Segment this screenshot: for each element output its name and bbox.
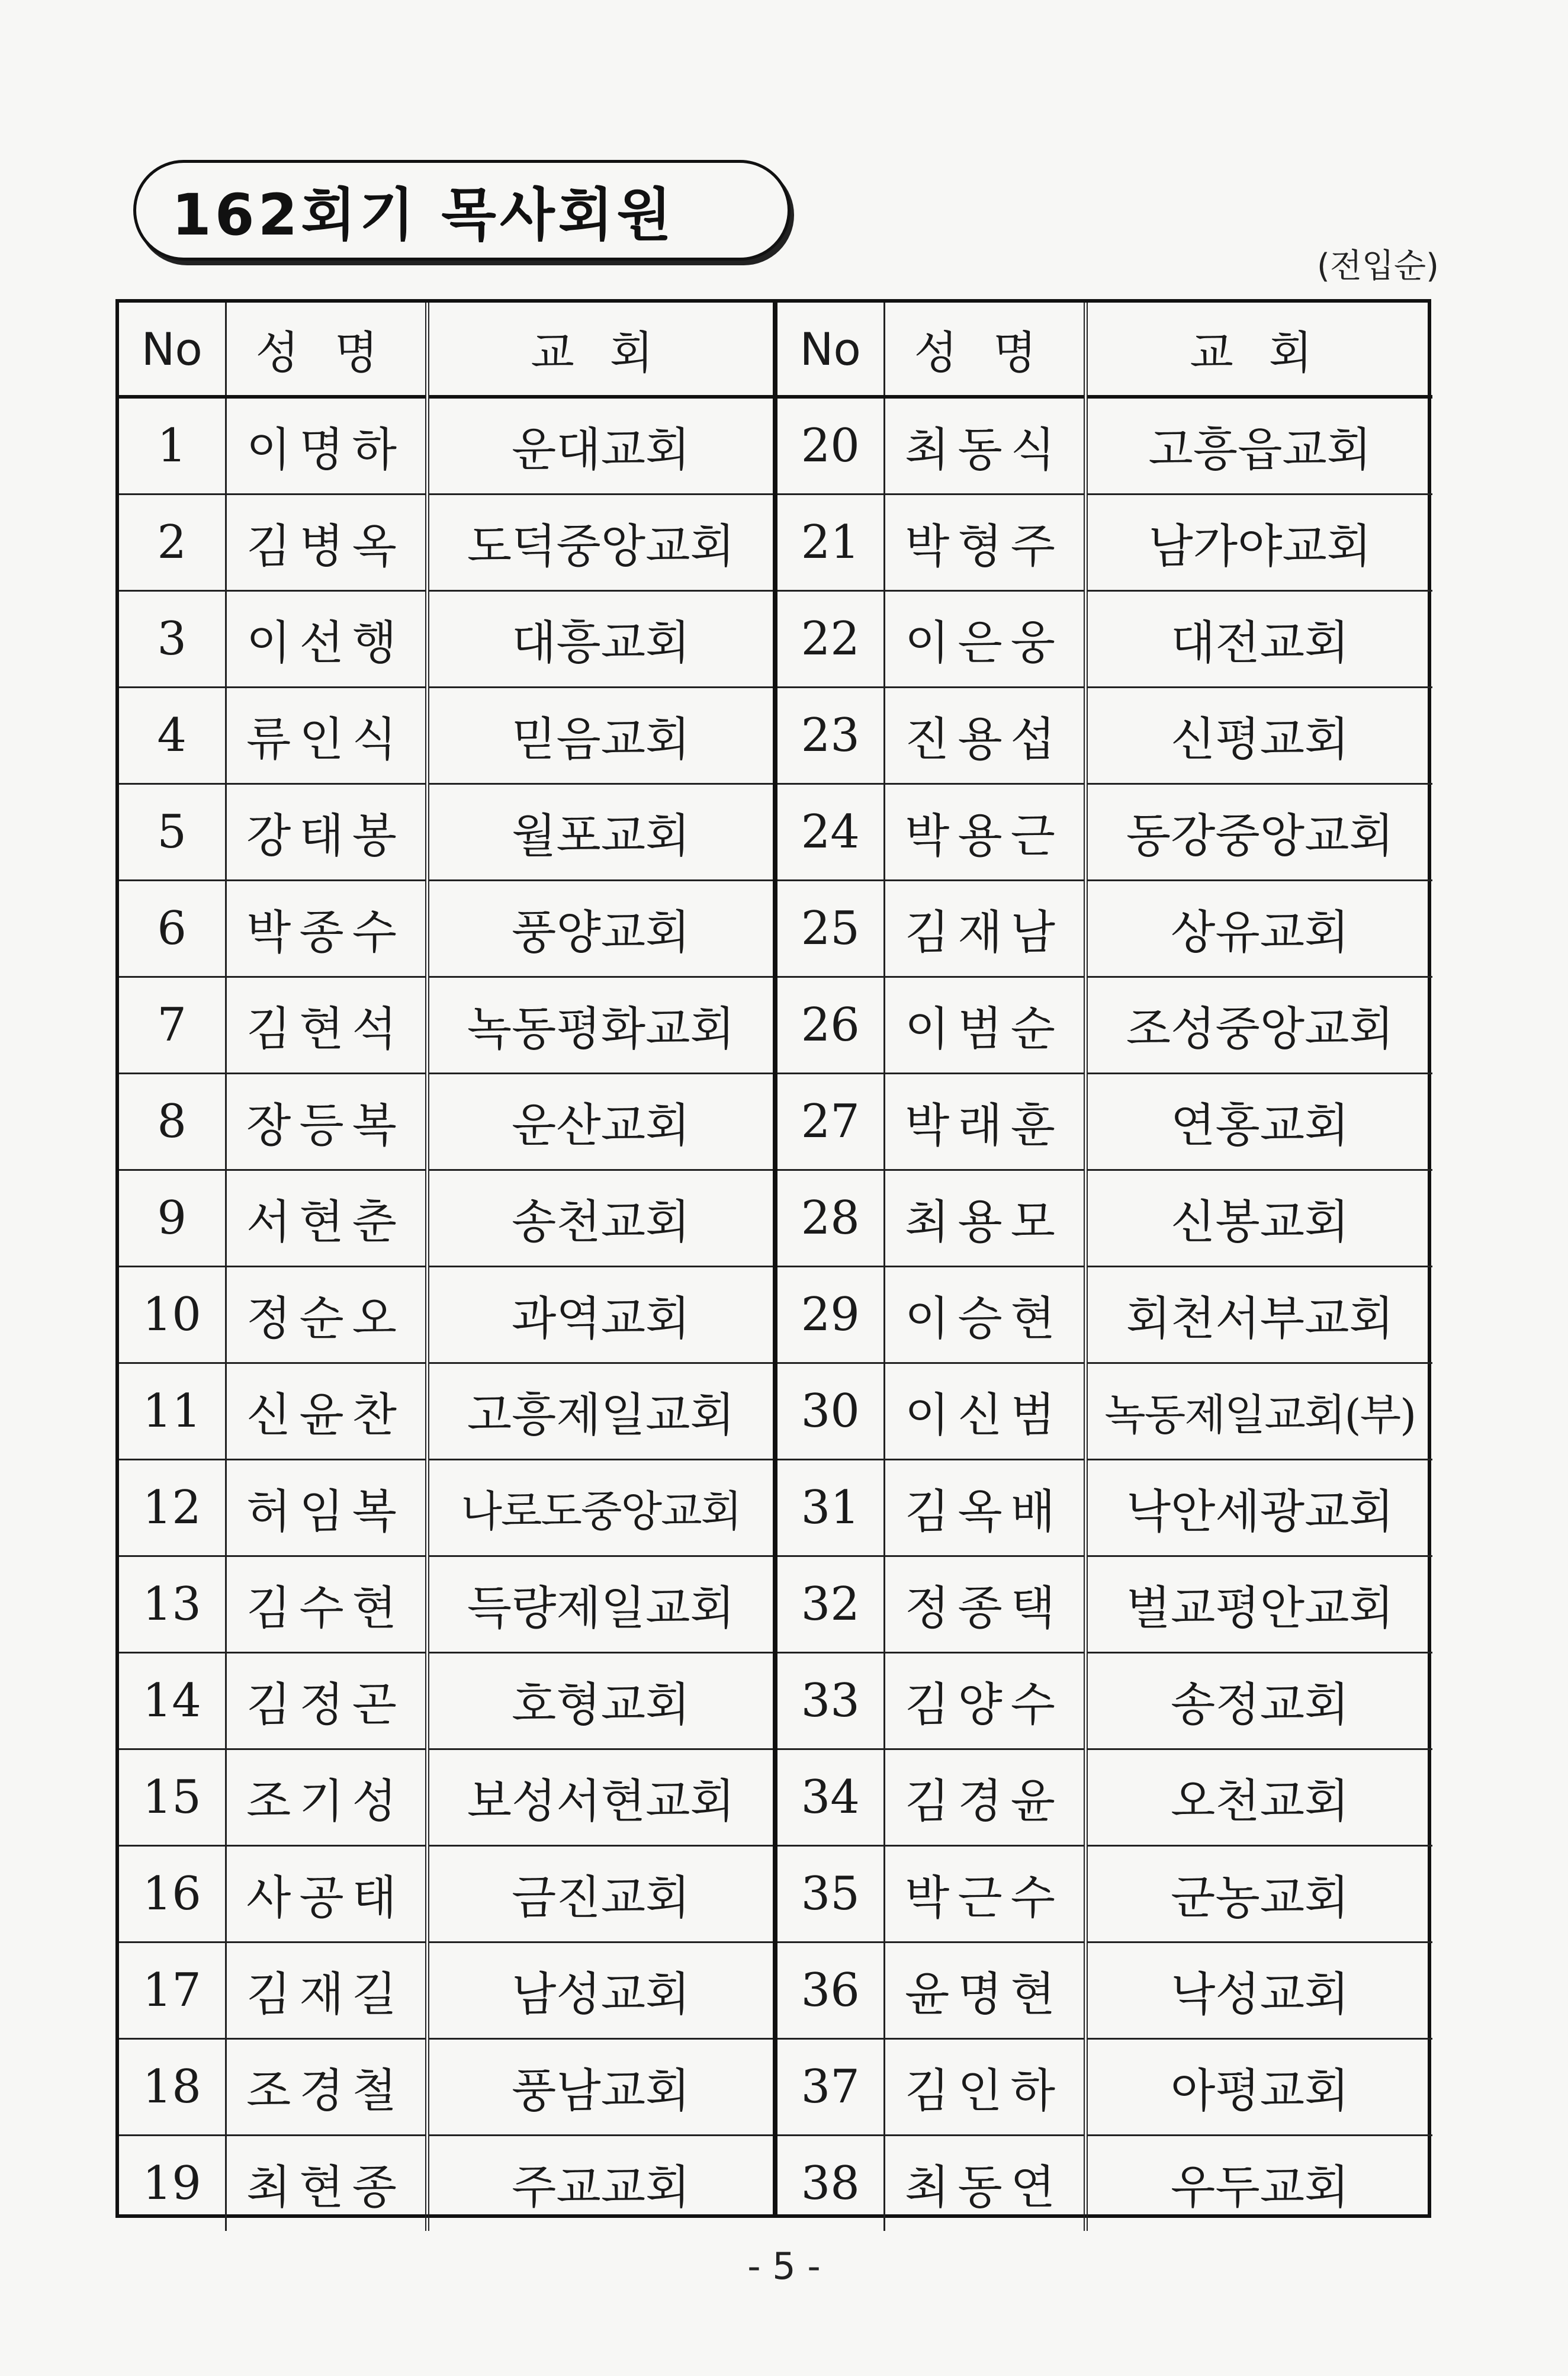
member-church: 낙성교회 <box>1085 1942 1432 2039</box>
member-name: 김옥배 <box>884 1460 1085 1556</box>
table-row <box>119 1074 773 1170</box>
table-row <box>777 397 1432 495</box>
member-name: 이선행 <box>226 591 427 688</box>
member-no: 22 <box>777 591 884 688</box>
member-no: 17 <box>119 1942 226 2039</box>
member-no: 19 <box>119 2136 226 2231</box>
table-row <box>119 1942 773 2039</box>
member-name: 박용근 <box>884 784 1085 881</box>
order-note: (전입순) <box>1317 247 1439 285</box>
member-church: 우두교회 <box>1171 2161 1349 2214</box>
member-no: 35 <box>777 1846 884 1942</box>
member-church: 도덕중앙교회 <box>427 495 773 591</box>
member-name: 강태봉 <box>226 784 427 881</box>
member-church: 남가야교회 <box>1085 495 1432 591</box>
header-no: No <box>777 303 884 397</box>
table-row <box>119 881 773 977</box>
member-church: 월포교회 <box>427 784 773 881</box>
member-no: 7 <box>119 977 226 1074</box>
member-church: 벌교평안교회 <box>1085 1556 1432 1653</box>
table-row <box>777 2039 1432 2136</box>
member-name: 조경철 <box>226 2039 427 2136</box>
member-no: 12 <box>119 1460 226 1556</box>
member-church: 녹동제일교회(부) <box>1085 1363 1432 1460</box>
member-name: 이은웅 <box>884 591 1085 688</box>
member-no: 2 <box>119 495 226 591</box>
member-church: 상유교회 <box>1085 881 1432 977</box>
member-name: 김현석 <box>226 977 427 1074</box>
member-church: 신평교회 <box>1085 688 1432 784</box>
member-no: 30 <box>777 1363 884 1460</box>
header-name: 성명 <box>226 303 427 397</box>
member-no: 6 <box>119 881 226 977</box>
member-name: 정종택 <box>884 1556 1085 1653</box>
member-name: 조기성 <box>226 1749 427 1846</box>
table-row <box>777 1363 1432 1460</box>
member-name: 사공태 <box>226 1846 427 1942</box>
member-name: 박종수 <box>226 881 427 977</box>
member-name: 최동연 <box>884 2136 1085 2231</box>
member-name: 최동식 <box>884 397 1085 495</box>
member-table-left <box>119 303 773 2231</box>
member-name: 김병옥 <box>226 495 427 591</box>
table-row <box>119 1363 773 1460</box>
table-row <box>119 495 773 591</box>
member-church: 호형교회 <box>427 1653 773 1749</box>
member-no: 24 <box>777 784 884 881</box>
member-church: 연홍교회 <box>1085 1074 1432 1170</box>
table-row <box>777 591 1432 688</box>
member-name: 김인하 <box>884 2039 1085 2136</box>
member-no: 18 <box>119 2039 226 2136</box>
member-church: 주교교회 <box>512 2161 690 2214</box>
header-no: No <box>119 303 226 397</box>
member-no: 13 <box>119 1556 226 1653</box>
table-row <box>119 688 773 784</box>
member-no: 16 <box>119 1846 226 1942</box>
member-no: 10 <box>119 1267 226 1363</box>
member-no: 3 <box>119 591 226 688</box>
member-church: 송천교회 <box>427 1170 773 1267</box>
member-name: 정순오 <box>226 1267 427 1363</box>
member-no: 4 <box>119 688 226 784</box>
table-row <box>119 784 773 881</box>
table-row <box>777 1460 1432 1556</box>
member-church: 금진교회 <box>427 1846 773 1942</box>
table-row <box>777 1653 1432 1749</box>
page-number: - 5 - <box>747 2245 821 2288</box>
member-no: 36 <box>777 1942 884 2039</box>
member-name: 김정곤 <box>226 1653 427 1749</box>
member-church: 조성중앙교회 <box>1085 977 1432 1074</box>
member-name: 박형주 <box>884 495 1085 591</box>
member-no: 38 <box>777 2136 884 2231</box>
member-no: 23 <box>777 688 884 784</box>
header-name: 성명 <box>884 303 1085 397</box>
member-table-right <box>777 303 1432 2231</box>
table-row <box>777 1556 1432 1653</box>
table-header-row <box>119 303 773 397</box>
member-table <box>115 299 1431 2218</box>
table-row <box>777 1749 1432 1846</box>
table-row <box>119 1556 773 1653</box>
member-no: 9 <box>119 1170 226 1267</box>
member-church: 고흥제일교회 <box>427 1363 773 1460</box>
member-church: 회천서부교회 <box>1085 1267 1432 1363</box>
header-church: 교회 <box>427 303 773 397</box>
table-row <box>777 977 1432 1074</box>
member-church: 과역교회 <box>427 1267 773 1363</box>
member-name: 최현종 <box>226 2136 427 2231</box>
table-row <box>777 784 1432 881</box>
member-no: 27 <box>777 1074 884 1170</box>
table-row <box>119 1170 773 1267</box>
member-name: 박근수 <box>884 1846 1085 1942</box>
member-name: 장등복 <box>226 1074 427 1170</box>
member-no: 11 <box>119 1363 226 1460</box>
member-church: 풍양교회 <box>427 881 773 977</box>
table-row <box>777 495 1432 591</box>
member-name: 허임복 <box>226 1460 427 1556</box>
page-title: 162회기 목사회원 <box>133 160 791 261</box>
table-row <box>777 1846 1432 1942</box>
member-church: 군농교회 <box>1085 1846 1432 1942</box>
table-row <box>777 1942 1432 2039</box>
member-church: 동강중앙교회 <box>1085 784 1432 881</box>
member-no: 31 <box>777 1460 884 1556</box>
member-church: 고흥읍교회 <box>1085 397 1432 495</box>
column-divider <box>773 303 777 2214</box>
member-church: 믿음교회 <box>427 688 773 784</box>
table-row <box>777 688 1432 784</box>
member-church: 남성교회 <box>427 1942 773 2039</box>
member-name: 박래훈 <box>884 1074 1085 1170</box>
member-church: 운산교회 <box>427 1074 773 1170</box>
table-row <box>119 2136 773 2231</box>
member-name: 김양수 <box>884 1653 1085 1749</box>
table-row <box>119 397 773 495</box>
table-row <box>119 1267 773 1363</box>
member-church: 신봉교회 <box>1085 1170 1432 1267</box>
member-church: 운대교회 <box>427 397 773 495</box>
member-no: 28 <box>777 1170 884 1267</box>
table-row <box>119 1846 773 1942</box>
member-church: 낙안세광교회 <box>1085 1460 1432 1556</box>
table-row <box>119 591 773 688</box>
member-name: 이승현 <box>884 1267 1085 1363</box>
member-name: 신윤찬 <box>226 1363 427 1460</box>
member-name: 이신범 <box>884 1363 1085 1460</box>
member-no: 14 <box>119 1653 226 1749</box>
member-name: 이명하 <box>226 397 427 495</box>
table-header-row <box>777 303 1432 397</box>
table-row <box>119 1749 773 1846</box>
table-row <box>777 1267 1432 1363</box>
table-row <box>777 1074 1432 1170</box>
member-no: 26 <box>777 977 884 1074</box>
member-church: 아평교회 <box>1085 2039 1432 2136</box>
member-no: 34 <box>777 1749 884 1846</box>
member-name: 서현춘 <box>226 1170 427 1267</box>
member-no: 1 <box>119 397 226 495</box>
member-no: 20 <box>777 397 884 495</box>
table-row <box>777 881 1432 977</box>
member-church: 보성서현교회 <box>427 1749 773 1846</box>
member-name: 김경윤 <box>884 1749 1085 1846</box>
member-no: 29 <box>777 1267 884 1363</box>
member-no: 21 <box>777 495 884 591</box>
member-church: 송정교회 <box>1085 1653 1432 1749</box>
member-name: 이범순 <box>884 977 1085 1074</box>
member-no: 8 <box>119 1074 226 1170</box>
table-row <box>777 2136 1432 2231</box>
member-church: 나로도중앙교회 <box>427 1460 773 1556</box>
member-no: 15 <box>119 1749 226 1846</box>
member-church: 오천교회 <box>1085 1749 1432 1846</box>
table-row <box>119 2039 773 2136</box>
member-church: 녹동평화교회 <box>427 977 773 1074</box>
member-no: 32 <box>777 1556 884 1653</box>
member-name: 김재길 <box>226 1942 427 2039</box>
member-church: 득량제일교회 <box>427 1556 773 1653</box>
member-church: 대전교회 <box>1085 591 1432 688</box>
member-name: 김수현 <box>226 1556 427 1653</box>
table-row <box>119 1460 773 1556</box>
member-no: 37 <box>777 2039 884 2136</box>
member-name: 진용섭 <box>884 688 1085 784</box>
member-no: 33 <box>777 1653 884 1749</box>
member-no: 25 <box>777 881 884 977</box>
member-name: 최용모 <box>884 1170 1085 1267</box>
member-name: 윤명현 <box>884 1942 1085 2039</box>
member-church: 대흥교회 <box>427 591 773 688</box>
table-row <box>777 1170 1432 1267</box>
table-row <box>119 1653 773 1749</box>
header-church: 교회 <box>1085 303 1432 397</box>
member-no: 5 <box>119 784 226 881</box>
member-name: 류인식 <box>226 688 427 784</box>
member-church: 풍남교회 <box>427 2039 773 2136</box>
table-row <box>119 977 773 1074</box>
member-name: 김재남 <box>884 881 1085 977</box>
